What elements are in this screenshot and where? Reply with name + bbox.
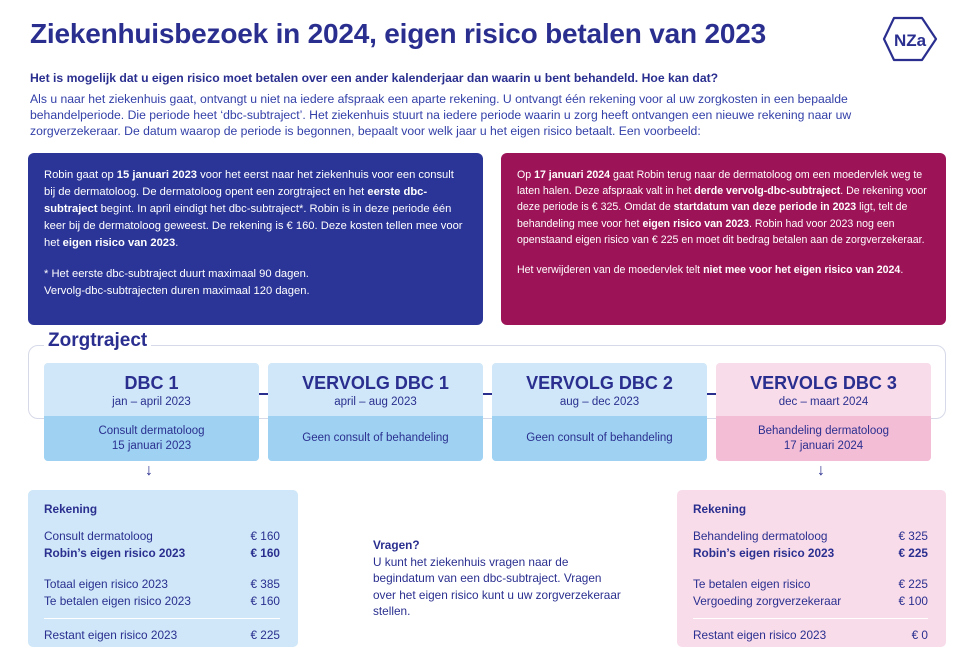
stage-description: Behandeling dermatoloog 17 januari 2024 xyxy=(716,416,931,461)
invoice-row: Robin’s eigen risico 2023 € 225 xyxy=(693,546,928,560)
invoice-row: Consult dermatoloog € 160 xyxy=(44,529,280,543)
intro-question: Het is mogelijk dat u eigen risico moet betalen over een ander kalenderjaar dan waarin u bent behandeld. Hoe kan dat? xyxy=(30,71,719,85)
card-2024-paragraph: Op 17 januari 2024 gaat Robin terug naar de dermatoloog om een moedervlek weg te laten halen. Deze afspraak valt in het derde vervolg-dbc-subtraject. De rekening voor deze periode is € 325. Omdat de startdatum van deze periode in 2023 ligt, telt de behandeling mee voor het eigen risico van 2023. Robin had voor 2023 nog een openstaand eigen risico van € 225 en moet dit bedrag betalen aan de zorgverzekeraar. xyxy=(517,169,927,246)
invoice-title: Rekening xyxy=(44,502,98,516)
invoice-2023 xyxy=(28,490,298,647)
invoice-2024 xyxy=(677,490,946,647)
stage-name: VERVOLG DBC 3 xyxy=(750,373,897,393)
questions-text: U kunt het ziekenhuis vragen naar de begindatum van een dbc-subtraject. Vragen over het eigen risico kunt u uw zorgverzekeraar stellen. xyxy=(373,554,621,618)
page-title: Ziekenhuisbezoek in 2024, eigen risico betalen van 2023 xyxy=(30,18,766,49)
divider xyxy=(693,618,928,619)
stage-description: Geen consult of behandeling xyxy=(268,416,483,461)
stage-period: april – aug 2023 xyxy=(334,396,417,408)
stage-description: Consult dermatoloog 15 januari 2023 xyxy=(44,416,259,461)
example-card-2024 xyxy=(501,153,946,325)
card-2024-conclusion: Het verwijderen van de moedervlek telt niet mee voor het eigen risico van 2024. xyxy=(517,264,904,277)
stage-dbc-1 xyxy=(44,363,259,461)
stage-period: jan – april 2023 xyxy=(112,396,191,408)
invoice-row: Vergoeding zorgverzekeraar € 100 xyxy=(693,594,928,608)
stage-vervolg-dbc-2 xyxy=(492,363,707,461)
zorgtraject-title: Zorgtraject xyxy=(44,330,151,352)
divider xyxy=(44,618,280,619)
connector-line xyxy=(259,393,268,395)
stage-period: dec – maart 2024 xyxy=(778,396,869,408)
card-2023-note: * Het eerste dbc-subtraject duurt maximaal 90 dagen. Vervolg-dbc-subtrajecten duren maximaal 120 dagen. xyxy=(44,268,310,297)
connector-line xyxy=(483,393,492,395)
stage-vervolg-dbc-3 xyxy=(716,363,931,461)
intro-text: Als u naar het ziekenhuis gaat, ontvangt u niet na iedere afspraak een aparte rekening. U ontvangt één rekening voor al uw zorgkosten in een bepaalde behandelperiode. Die periode heet ‘dbc-subtraject’. Het ziekenhuis stuurt na iedere periode waarin u zorg heeft ontvangen een nieuwe rekening naar uw zorgverzekeraar. De datum waarop de periode is begonnen, bepaalt voor welk jaar u het eigen risico betaalt. Een voorbeeld: xyxy=(30,92,852,138)
invoice-row: Te betalen eigen risico 2023 € 160 xyxy=(44,594,280,608)
nza-logo xyxy=(882,14,938,64)
example-card-2023 xyxy=(28,153,483,325)
arrow-down-icon: ↓ xyxy=(145,462,153,479)
logo-text: NZa xyxy=(893,31,927,50)
invoice-row: Restant eigen risico 2023 € 0 xyxy=(693,628,928,642)
card-2023-paragraph: Robin gaat op 15 januari 2023 voor het eerst naar het ziekenhuis voor een consult bij de dermatoloog. De dermatoloog opent een zorgtraject en het eerste dbc-subtraject begint. In april eindigt het dbc-subtraject*. Robin is in deze periode één keer bij de dermatoloog geweest. De rekening is € 160. Deze kosten tellen mee voor het eigen risico van 2023. xyxy=(44,169,463,249)
questions-block xyxy=(373,537,623,620)
questions-title: Vragen? xyxy=(373,538,420,552)
invoice-row: Restant eigen risico 2023 € 225 xyxy=(44,628,280,642)
stage-name: DBC 1 xyxy=(124,373,179,393)
stage-name: VERVOLG DBC 2 xyxy=(526,373,673,393)
invoice-row: Totaal eigen risico 2023 € 385 xyxy=(44,577,280,591)
invoice-row: Robin’s eigen risico 2023 € 160 xyxy=(44,546,280,560)
stage-vervolg-dbc-1 xyxy=(268,363,483,461)
invoice-row: Behandeling dermatoloog € 325 xyxy=(693,529,928,543)
stage-name: VERVOLG DBC 1 xyxy=(302,373,449,393)
stage-description: Geen consult of behandeling xyxy=(492,416,707,461)
arrow-down-icon: ↓ xyxy=(817,462,825,479)
stage-period: aug – dec 2023 xyxy=(559,396,640,408)
invoice-title: Rekening xyxy=(693,502,747,516)
connector-line xyxy=(707,393,716,395)
invoice-row: Te betalen eigen risico € 225 xyxy=(693,577,928,591)
